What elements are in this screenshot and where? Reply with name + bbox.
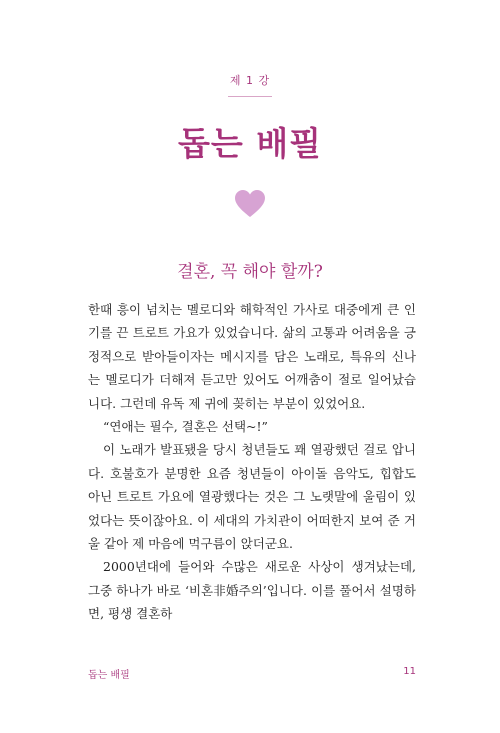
footer-page-number: 11 [403,666,416,677]
chapter-label: 제 1 강 [229,74,271,87]
chapter-title: 돕는 배필 [177,124,322,163]
paragraph: 한때 흥이 넘치는 멜로디와 해학적인 가사로 대중에게 큰 인기를 끈 트로트 가요가 있었습니다. 삶의 고통과 어려움을 긍정적으로 받아들이자는 메시지를 담은 노래로, 특유의 신나는 멜로디가 더해져 듣고만 있어도 어깨춤이 절로 일어났습니다. 그런데 유독 제 귀에 꽂히는 부분이 있었어요. [88,302,416,411]
heart-icon [235,190,265,218]
paragraph-quote: “연애는 필수, 결혼은 선택~!” [103,419,268,435]
footer-book-title: 돕는 배필 [88,670,130,681]
body-text [88,298,416,626]
section-title: 결혼, 꼭 해야 할까? [177,262,323,282]
chapter-divider [228,96,272,97]
paragraph: 이 노래가 발표됐을 당시 청년들도 꽤 열광했던 걸로 압니다. 호불호가 분명한 요즘 청년들이 아이돌 음악도, 힙합도 아닌 트로트 가요에 열광했다는 것은 그 노랫말에 울림이 있었다는 뜻이잖아요. 이 세대의 가치관이 어떠한지 보여 준 거울 같아 제 마음에 먹구름이 앉더군요. [88,442,416,552]
paragraph: 2000년대에 들어와 수많은 새로운 사상이 생겨났는데, 그중 하나가 바로 ‘비혼非婚주의’입니다. 이를 풀어서 설명하면, 평생 결혼하 [88,559,416,622]
